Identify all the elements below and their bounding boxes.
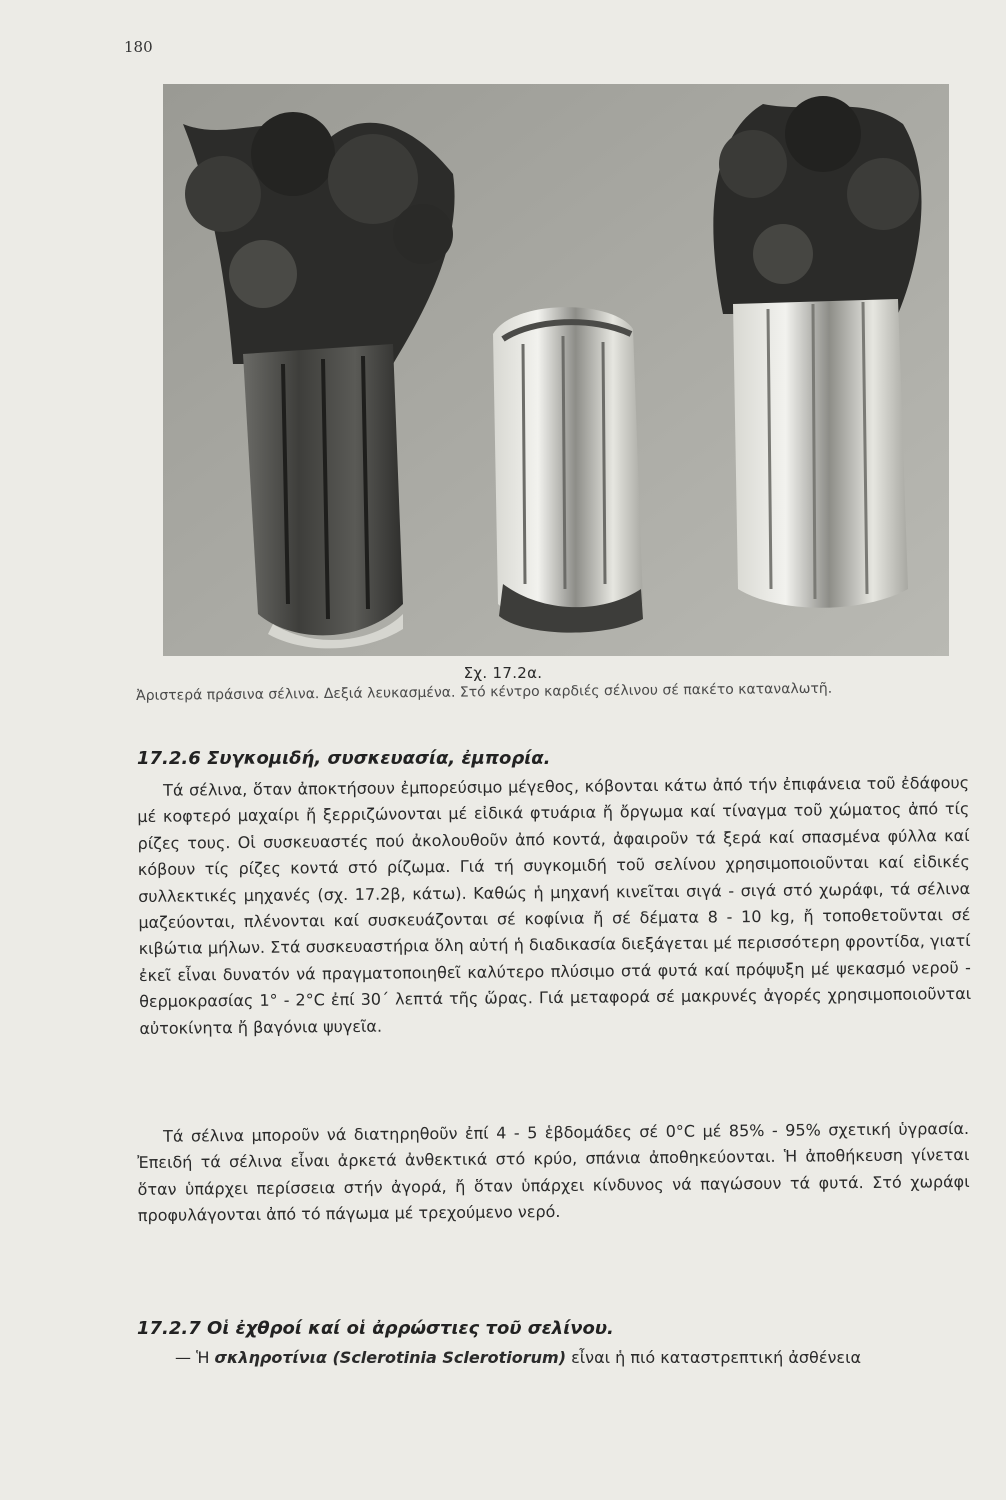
section-heading-pests: 17.2.7 Οἱ ἐχθροί καί οἱ ἀρρώστιες τοῦ σελίνου. bbox=[137, 1318, 614, 1339]
paragraph-text: Τά σέλινα, ὅταν ἀποκτήσουν ἐμπορεύσιμο μέγεθος, κόβονται κάτω ἀπό τήν ἐπιφάνεια τοῦ ἐδάφους μέ κοφτερό μαχαίρι ἤ ξερριζώνονται μέ εἰδικά φτυάρια ἤ ὄργωμα καί τίναγμα τοῦ χώματος ἀπό τίς ρίζες τους. Οἱ συσκευαστές πού ἀκολουθοῦν ἀπό κοντά, ἀφαιροῦν τά ξερά καί σπασμένα φύλλα καί κόβουν τίς ρίζες κοντά στό ρίζωμα. Γιά τή συγκομιδή τοῦ σελίνου χρησιμοποιοῦνται καί εἰδικές συλλεκτικές μηχανές (σχ. 17.2β, κάτω). Καθώς ἡ μηχανή κινεῖται σιγά - σιγά στό χωράφι, τά σέλινα μαζεύονται, πλένονται καί συσκευάζονται σέ κοφίνια ἤ σέ δέματα 8 - 10 kg, ἤ τοποθετοῦνται σέ κιβώτια μήλων. Στά συσκευαστήρια ὅλη αὐτή ἡ διαδικασία διεξάγεται μέ περισσότερη φροντίδα, γιατί ἐκεῖ εἶναι δυνατόν νά πραγματοποιηθεῖ καλύτερο πλύσιμο στά φυτά καί πρόψυξη μέ ψεκασμό νεροῦ - θερμοκρασίας 1° - 2°C ἐπί 30΄ λεπτά τῆς ὥρας. Γιά μεταφορά σέ μακρυνές ἀγορές χρησιμοποιοῦνται αὐτοκίνητα ἤ βαγόνια ψυγεῖα. bbox=[137, 773, 972, 1038]
line-prefix: — Ἡ bbox=[175, 1348, 215, 1367]
paragraph-storage bbox=[137, 1116, 970, 1230]
page-number: 180 bbox=[124, 38, 153, 56]
figure-caption: Ἀριστερά πράσινα σέλινα. Δεξιά λευκασμένα. Στό κέντρο καρδιές σέλινου σέ πακέτο καταναλωτῆ. bbox=[136, 680, 833, 704]
section-heading-harvest: 17.2.6 Συγκομιδή, συσκευασία, ἐμπορία. bbox=[137, 748, 551, 769]
pathogen-name: σκληροτίνια (Sclerotinia Sclerotiorum) bbox=[214, 1348, 567, 1367]
paragraph-harvest bbox=[137, 770, 971, 1042]
figure-label: Σχ. 17.2α. bbox=[463, 664, 543, 682]
figure-celery-photo bbox=[163, 84, 949, 656]
paragraph-text: Τά σέλινα μποροῦν νά διατηρηθοῦν ἐπί 4 - 5 ἑβδομάδες σέ 0°C μέ 85% - 95% σχετική ὑγρασία. Ἐπειδή τά σέλινα εἶναι ἀρκετά ἀνθεκτικά στό κρύο, σπάνια ἀποθηκεύονται. Ἡ ἀποθήκευση γίνεται ὅταν ὑπάρχει περίσσεια στήν ἀγορά, ἤ ὅταν ὑπάρχει κίνδυνος νά παγώσουν τά φυτά. Στό χωράφι προφυλάγονται ἀπό τό πάγωμα μέ τρεχούμενο νερό. bbox=[137, 1119, 970, 1226]
blanched-celery-right bbox=[713, 96, 921, 608]
celery-hearts-package bbox=[493, 307, 643, 632]
paragraph-sclerotinia bbox=[175, 1348, 975, 1367]
line-suffix: εἶναι ἡ πιό καταστρεπτική ἀσθένεια bbox=[566, 1348, 862, 1367]
